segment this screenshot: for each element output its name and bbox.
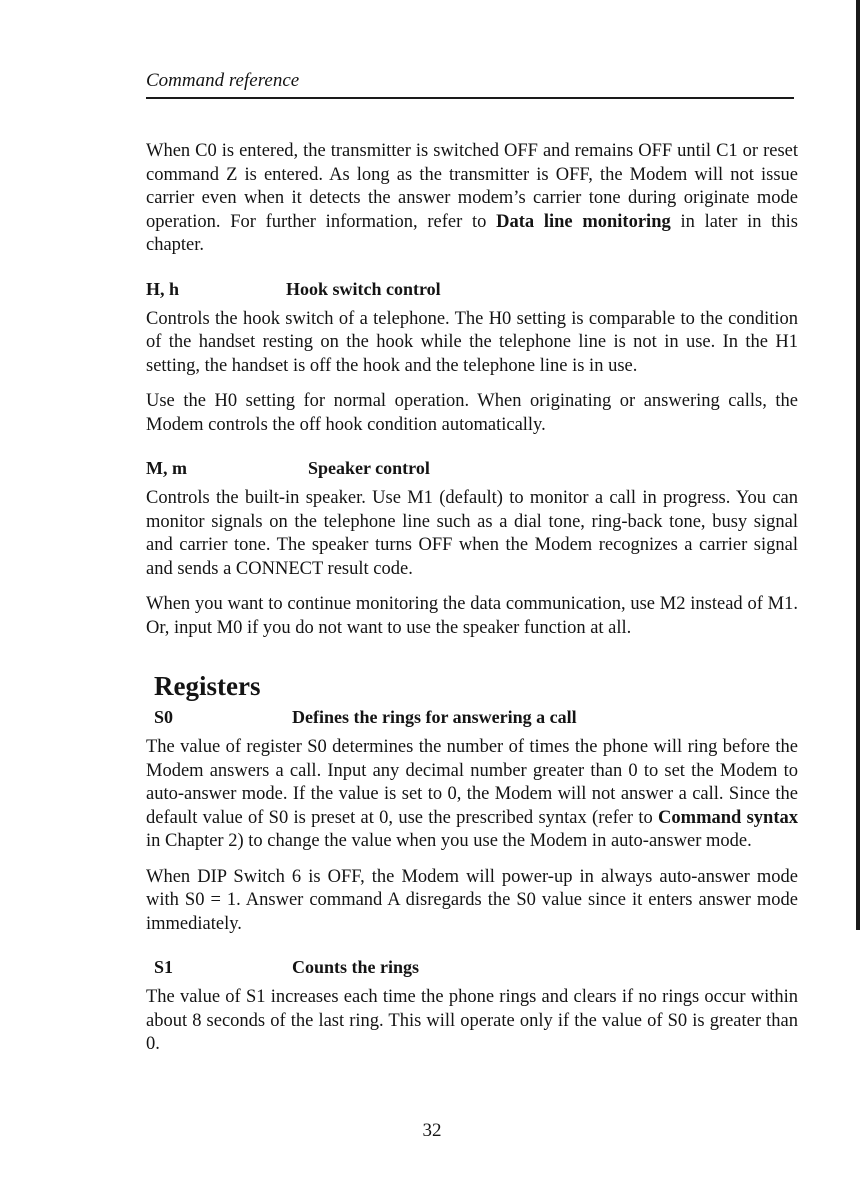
intro-text: When C0 is entered, the transmitter is switched OFF and remains OFF until C1 or reset command Z is entered. As long as the transmitter is OFF, the Modem will not issue carrier even when it detects the answer modem’s carrier tone during originate mode operation. For further information, refer to bbox=[146, 141, 798, 232]
register-text-end: in Chapter 2) to change the value when you use the Modem in auto-answer mode. bbox=[146, 831, 752, 851]
cross-reference: Command syntax bbox=[658, 807, 798, 828]
intro-paragraph bbox=[146, 140, 798, 258]
register-paragraph: The value of S1 increases each time the phone rings and clears if no rings occur within about 8 seconds of the last ring. This will operate only if the value of S0 is greater than 0. bbox=[146, 987, 798, 1054]
register-key: S1 bbox=[154, 957, 174, 977]
page-content bbox=[146, 140, 798, 1069]
page-number: 32 bbox=[422, 1120, 442, 1141]
running-header: Command reference bbox=[146, 70, 300, 91]
command-key: H, h bbox=[146, 278, 180, 299]
register-paragraph bbox=[146, 736, 798, 854]
command-heading-m bbox=[146, 457, 798, 480]
header-rule bbox=[146, 97, 794, 99]
register-title: Counts the rings bbox=[292, 957, 420, 977]
intro-text-end: in later in this chapter. bbox=[146, 211, 798, 255]
register-text: The value of register S0 determines the number of times the phone will ring before the Modem answers a call. Input any decimal number greater than 0 to set the Modem to auto-answer mode. If the value is set to 0, the Modem will not answer a call. Since the default value of S0 is preset at 0, use the prescribed syntax (refer to bbox=[146, 737, 798, 828]
cross-reference: Data line monitoring bbox=[496, 211, 671, 232]
page-edge-line bbox=[856, 0, 860, 930]
register-heading-s0 bbox=[146, 706, 798, 729]
command-heading-h bbox=[146, 278, 798, 301]
command-title: Hook switch control bbox=[286, 278, 441, 299]
command-key: M, m bbox=[146, 458, 187, 478]
register-title: Defines the rings for answering a call bbox=[292, 707, 577, 727]
register-paragraph: When DIP Switch 6 is OFF, the Modem will power-up in always auto-answer mode with S0 = 1. Answer command A disregards the S0 value since it enters answer mode immediately. bbox=[146, 866, 798, 934]
command-title: Speaker control bbox=[308, 458, 430, 478]
command-paragraph: Use the H0 setting for normal operation. When originating or answering calls, the Modem controls the off hook condition automatically. bbox=[146, 391, 798, 435]
command-paragraph: Controls the hook switch of a telephone. The H0 setting is comparable to the condition of the handset resting on the hook while the telephone line is not in use. In the H1 setting, the handset is off the hook and the telephone line is in use. bbox=[146, 308, 798, 376]
register-key: S0 bbox=[154, 707, 174, 727]
register-heading-s1 bbox=[146, 956, 798, 979]
section-title: Registers bbox=[154, 671, 261, 701]
command-paragraph: Controls the built-in speaker. Use M1 (default) to monitor a call in progress. You can monitor signals on the telephone line such as a dial tone, ring-back tone, busy signal and carrier tone. The speaker turns OFF when the Modem recognizes a carrier signal and sends a CONNECT result code. bbox=[146, 488, 798, 579]
command-paragraph: When you want to continue monitoring the data communication, use M2 instead of M1. Or, input M0 if you do not want to use the speaker function at all. bbox=[146, 594, 798, 638]
